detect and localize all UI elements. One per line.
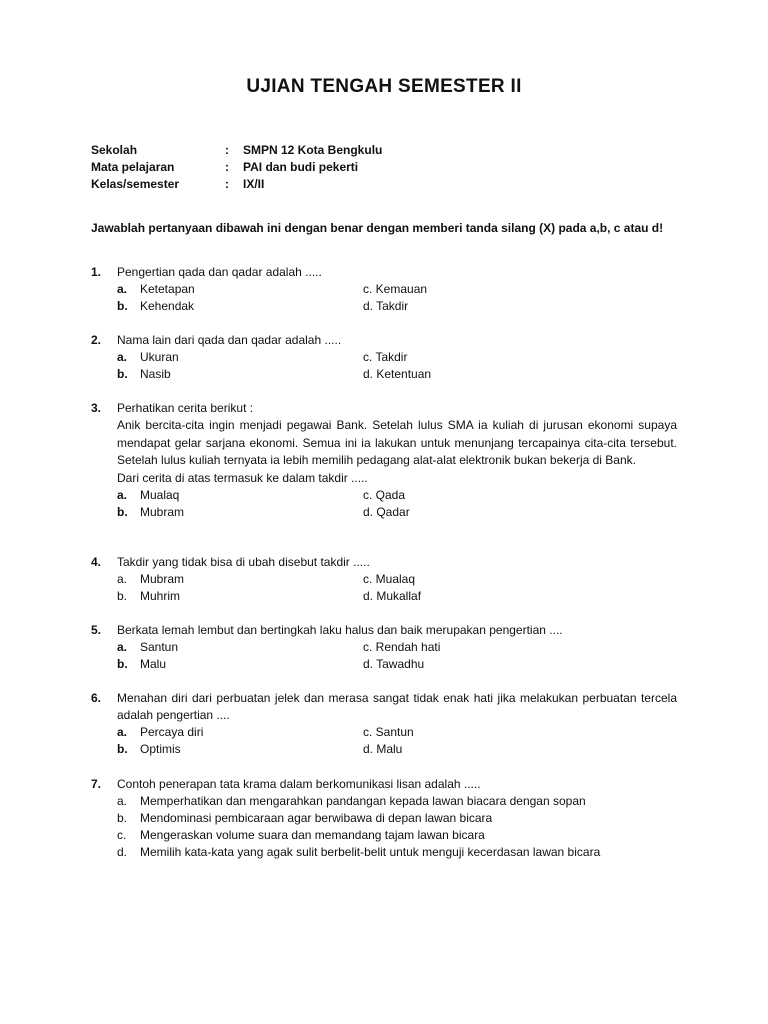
story-paragraph: Anik bercita-cita ingin menjadi pegawai Bank. Setelah lulus SMA ia kuliah di jurusan ekonomi supaya mendapat gelar sarjana ekonomi. Semua ini ia lakukan untuk menunjang tercapainya cita-cita tersebut. Setelah lulus kuliah ternyata ia lebih memilih pedagang alat-alat elektronik bukan bekerja di Bank. <box>117 418 677 467</box>
meta-row <box>91 142 382 159</box>
question-7 <box>91 776 677 861</box>
option-text: Nasib <box>140 367 171 381</box>
option-a[interactable] <box>117 281 363 298</box>
option-text: d. Malu <box>363 742 403 756</box>
meta-value: IX/II <box>243 177 265 191</box>
option-b[interactable] <box>117 298 363 315</box>
meta-colon: : <box>225 177 229 191</box>
option-c[interactable] <box>363 724 583 741</box>
option-letter: a. <box>117 794 128 808</box>
option-b[interactable] <box>117 366 363 383</box>
option-letter: b. <box>117 811 128 825</box>
option-text: Percaya diri <box>140 725 204 739</box>
option-text: c. Rendah hati <box>363 640 441 654</box>
option-text: Ketetapan <box>140 282 195 296</box>
option-a[interactable] <box>117 639 363 656</box>
option-text: d. Tawadhu <box>363 657 425 671</box>
option-text: d. Ketentuan <box>363 367 432 381</box>
option-text: Mubram <box>140 572 185 586</box>
question-text: Menahan diri dari perbuatan jelek dan merasa sangat tidak enak hati jika melakukan perbuatan tercela adalah pengertian .... <box>117 691 677 722</box>
option-letter: a. <box>117 640 128 654</box>
option-b[interactable] <box>117 810 677 827</box>
question-3 <box>91 400 677 521</box>
meta-label: Mata pelajaran <box>91 160 175 174</box>
question-text: Nama lain dari qada dan qadar adalah ..... <box>117 333 342 347</box>
meta-value: PAI dan budi pekerti <box>243 160 359 174</box>
question-text: Pengertian qada dan qadar adalah ..... <box>117 265 322 279</box>
option-letter: b. <box>117 367 128 381</box>
option-text: d. Takdir <box>363 299 409 313</box>
option-text: Mengeraskan volume suara dan memandang tajam lawan bicara <box>140 828 485 842</box>
option-b[interactable] <box>117 588 363 605</box>
option-text: Ukuran <box>140 350 179 364</box>
meta-label: Sekolah <box>91 143 138 157</box>
option-letter: a. <box>117 572 128 586</box>
option-a[interactable] <box>117 487 363 504</box>
question-number: 3. <box>91 401 102 415</box>
option-d[interactable] <box>363 588 583 605</box>
meta-row <box>91 159 382 176</box>
school-info <box>91 142 382 193</box>
option-letter: a. <box>117 487 128 502</box>
option-c[interactable] <box>363 281 583 298</box>
option-d[interactable] <box>363 298 583 315</box>
option-text: c. Qada <box>363 487 406 502</box>
question-text: Contoh penerapan tata krama dalam berkomunikasi lisan adalah ..... <box>117 777 481 791</box>
option-letter: a. <box>117 725 128 739</box>
option-letter: b. <box>117 657 128 671</box>
option-text: Muhrim <box>140 589 181 603</box>
question-4 <box>91 554 677 605</box>
option-c[interactable] <box>117 827 677 844</box>
option-letter: a. <box>117 282 128 296</box>
question-number: 7. <box>91 777 102 791</box>
option-b[interactable] <box>117 656 363 673</box>
option-text: c. Takdir <box>363 350 408 364</box>
meta-value: SMPN 12 Kota Bengkulu <box>243 143 383 157</box>
option-d[interactable] <box>363 656 583 673</box>
page-title: UJIAN TENGAH SEMESTER II <box>246 76 522 97</box>
question-1 <box>91 264 677 315</box>
meta-colon: : <box>225 160 229 174</box>
meta-row <box>91 176 382 193</box>
option-letter: b. <box>117 589 128 603</box>
question-number: 5. <box>91 623 102 637</box>
option-letter: a. <box>117 350 128 364</box>
question-text: Takdir yang tidak bisa di ubah disebut takdir ..... <box>117 555 370 569</box>
meta-colon: : <box>225 143 229 157</box>
question-6 <box>91 690 677 758</box>
option-d[interactable] <box>363 741 583 758</box>
meta-label: Kelas/semester <box>91 177 180 191</box>
option-text: Memilih kata-kata yang agak sulit berbelit-belit untuk menguji kecerdasan lawan bicara <box>140 845 601 859</box>
question-5 <box>91 622 677 673</box>
option-text: c. Santun <box>363 725 414 739</box>
option-d[interactable] <box>117 844 677 861</box>
option-letter: b. <box>117 299 128 313</box>
option-b[interactable] <box>117 504 363 521</box>
option-text: c. Kemauan <box>363 282 428 296</box>
question-prompt: Dari cerita di atas termasuk ke dalam takdir ..... <box>117 470 368 485</box>
option-text: Malu <box>140 657 167 671</box>
option-text: c. Mualaq <box>363 572 416 586</box>
option-text: Kehendak <box>140 299 195 313</box>
option-c[interactable] <box>363 571 583 588</box>
option-c[interactable] <box>363 487 583 504</box>
question-text: Berkata lemah lembut dan bertingkah laku halus dan baik merupakan pengertian .... <box>117 623 563 637</box>
option-text: Memperhatikan dan mengarahkan pandangan kepada lawan biacara dengan sopan <box>140 794 586 808</box>
option-d[interactable] <box>363 504 583 521</box>
option-text: d. Qadar <box>363 504 410 519</box>
option-text: Optimis <box>140 742 181 756</box>
question-number: 4. <box>91 555 102 569</box>
option-letter: b. <box>117 504 128 519</box>
question-number: 6. <box>91 691 102 705</box>
option-text: Santun <box>140 640 179 654</box>
option-letter: b. <box>117 742 128 756</box>
option-a[interactable] <box>117 793 677 810</box>
option-d[interactable] <box>363 366 583 383</box>
option-letter: d. <box>117 845 128 859</box>
option-letter: c. <box>117 828 127 842</box>
question-number: 1. <box>91 265 102 279</box>
instruction-text: Jawablah pertanyaan dibawah ini dengan benar dengan memberi tanda silang (X) pada a,b, c atau d! <box>91 221 664 235</box>
option-b[interactable] <box>117 741 363 758</box>
option-text: Mubram <box>140 504 185 519</box>
option-c[interactable] <box>363 349 583 366</box>
option-a[interactable] <box>117 571 363 588</box>
question-2 <box>91 332 677 383</box>
option-a[interactable] <box>117 724 363 741</box>
option-text: Mendominasi pembicaraan agar berwibawa di depan lawan bicara <box>140 811 493 825</box>
option-a[interactable] <box>117 349 363 366</box>
option-c[interactable] <box>363 639 583 656</box>
question-number: 2. <box>91 333 102 347</box>
option-text: d. Mukallaf <box>363 589 422 603</box>
question-text: Perhatikan cerita berikut : <box>117 401 254 415</box>
option-text: Mualaq <box>140 487 180 502</box>
